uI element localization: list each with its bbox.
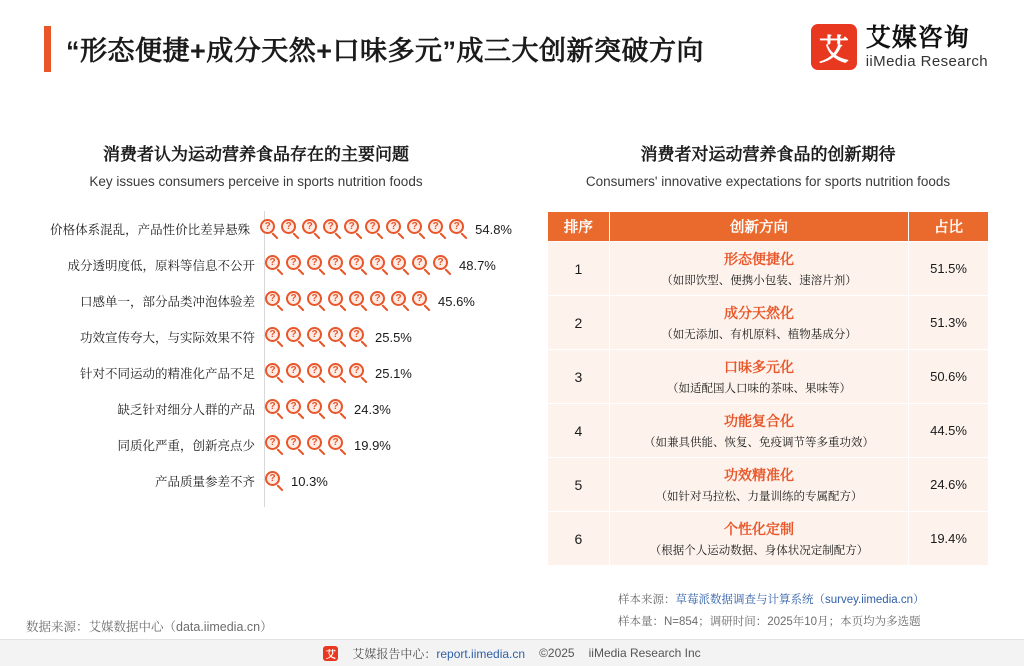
magnifier-question-icon: ? xyxy=(264,363,284,383)
sample-source-value: 草莓派数据调查与计算系统（survey.iimedia.cn） xyxy=(675,594,925,606)
logo-title-en: iiMedia Research xyxy=(865,52,988,70)
magnifier-question-icon: ? xyxy=(411,255,431,275)
magnifier-question-icon: ? xyxy=(306,399,326,419)
magnifier-question-icon: ? xyxy=(264,291,284,311)
bar-value-label: 24.3% xyxy=(354,401,391,417)
magnifier-question-icon: ? xyxy=(285,327,305,347)
sample-meta-line: 样本量：N=854；调研时间：2025年10月；本页均为多选题 xyxy=(618,615,921,628)
horizontal-bar-chart xyxy=(0,211,512,499)
bar-row xyxy=(10,391,512,427)
magnifier-question-icon: ? xyxy=(306,363,326,383)
table-header-row xyxy=(548,212,989,242)
bar-icon-group xyxy=(264,363,369,383)
bar-category-label: 价格体系混乱，产品性价比差异悬殊 xyxy=(50,223,251,237)
bar-value-label: 54.8% xyxy=(475,221,512,237)
bar-value-label: 45.6% xyxy=(438,293,475,309)
table-row xyxy=(548,296,989,350)
magnifier-question-icon: ? xyxy=(327,255,347,275)
table-row xyxy=(548,350,989,404)
cell-direction xyxy=(609,350,908,404)
table-row xyxy=(548,242,989,296)
direction-main-label: 功能复合化 xyxy=(723,413,794,429)
footer-bar xyxy=(0,639,1024,666)
innovation-expectations-table xyxy=(547,211,989,566)
magnifier-question-icon: ? xyxy=(369,255,389,275)
cell-percent: 50.6% xyxy=(909,350,989,404)
bar-icon-group xyxy=(264,291,432,311)
cell-rank: 5 xyxy=(548,458,610,512)
bar-row xyxy=(10,355,512,391)
magnifier-question-icon: ? xyxy=(327,363,347,383)
cell-rank: 6 xyxy=(548,512,610,566)
magnifier-question-icon: ? xyxy=(264,327,284,347)
footer-copyright: ©2025 xyxy=(539,646,575,660)
column-header-rank: 排序 xyxy=(548,212,610,242)
magnifier-question-icon: ? xyxy=(343,219,363,239)
footer-brand xyxy=(352,645,525,662)
direction-sub-label: （如针对马拉松、力量训练的专属配方） xyxy=(655,491,863,503)
bar-category-label: 针对不同运动的精准化产品不足 xyxy=(79,367,255,381)
direction-sub-label: （如即饮型、便携小包装、速溶片剂） xyxy=(661,275,857,287)
magnifier-question-icon: ? xyxy=(448,219,468,239)
bar-row xyxy=(10,319,512,355)
left-chart-panel xyxy=(0,140,512,499)
bar-row xyxy=(10,427,512,463)
bar-category-label: 功效宣传夸大，与实际效果不符 xyxy=(79,331,255,345)
magnifier-question-icon: ? xyxy=(369,291,389,311)
right-panel-title-cn: 消费者对运动营养食品的创新期待 xyxy=(640,145,896,164)
column-header-percent: 占比 xyxy=(909,212,989,242)
cell-rank: 1 xyxy=(548,242,610,296)
magnifier-question-icon: ? xyxy=(264,255,284,275)
direction-sub-label: （如适配国人口味的茶味、果味等） xyxy=(666,383,851,395)
magnifier-question-icon: ? xyxy=(327,291,347,311)
table-row xyxy=(548,404,989,458)
magnifier-question-icon: ? xyxy=(348,363,368,383)
magnifier-question-icon: ? xyxy=(285,363,305,383)
magnifier-question-icon: ? xyxy=(327,399,347,419)
bar-icon-group xyxy=(264,255,453,275)
magnifier-question-icon: ? xyxy=(390,291,410,311)
bar-icon-group xyxy=(264,327,369,347)
bar-category-label: 口感单一，部分品类冲泡体验差 xyxy=(79,295,255,309)
direction-sub-label: （如无添加、有机原料、植物基成分） xyxy=(661,329,857,341)
footer-brand-label: 艾媒报告中心： xyxy=(352,646,437,661)
magnifier-question-icon: ? xyxy=(406,219,426,239)
magnifier-question-icon: ? xyxy=(348,291,368,311)
direction-main-label: 形态便捷化 xyxy=(723,251,794,267)
footer-url[interactable]: report.iimedia.cn xyxy=(436,646,526,661)
direction-main-label: 个性化定制 xyxy=(723,521,794,537)
bar-value-label: 25.1% xyxy=(375,365,412,381)
bar-category-label: 产品质量参差不齐 xyxy=(154,475,255,489)
magnifier-question-icon: ? xyxy=(348,327,368,347)
magnifier-question-icon: ? xyxy=(306,255,326,275)
magnifier-question-icon: ? xyxy=(385,219,405,239)
magnifier-question-icon: ? xyxy=(348,255,368,275)
direction-sub-label: （如兼具供能、恢复、免疫调节等多重功效） xyxy=(643,437,874,449)
logo-title-cn: 艾媒咨询 xyxy=(865,23,970,52)
cell-direction xyxy=(609,512,908,566)
left-panel-title-cn: 消费者认为运动营养食品存在的主要问题 xyxy=(103,145,409,164)
bar-row xyxy=(10,463,512,499)
source-note-left: 数据来源：艾媒数据中心（data.iimedia.cn） xyxy=(26,620,273,634)
magnifier-question-icon: ? xyxy=(327,435,347,455)
direction-main-label: 口味多元化 xyxy=(723,359,794,375)
footer-company: iiMedia Research Inc xyxy=(588,646,701,660)
sample-source-label: 样本来源： xyxy=(618,594,676,606)
sample-source-line xyxy=(618,590,924,612)
page-header xyxy=(0,0,1024,96)
page-title: “形态便捷+成分天然+口味多元”成三大创新突破方向 xyxy=(66,36,705,66)
sample-note-right xyxy=(618,590,924,634)
cell-direction xyxy=(609,296,908,350)
bar-row xyxy=(10,211,512,247)
direction-main-label: 成分天然化 xyxy=(723,305,794,321)
magnifier-question-icon: ? xyxy=(285,255,305,275)
bar-icon-group xyxy=(264,399,348,419)
magnifier-question-icon: ? xyxy=(264,435,284,455)
column-header-direction: 创新方向 xyxy=(609,212,908,242)
title-accent-bar xyxy=(44,26,51,72)
cell-percent: 24.6% xyxy=(909,458,989,512)
magnifier-question-icon: ? xyxy=(364,219,384,239)
magnifier-question-icon: ? xyxy=(306,435,326,455)
magnifier-question-icon: ? xyxy=(427,219,447,239)
cell-percent: 19.4% xyxy=(909,512,989,566)
right-panel-title-en: Consumers' innovative expectations for sports nutrition foods xyxy=(585,174,951,189)
bar-row xyxy=(10,247,512,283)
magnifier-question-icon: ? xyxy=(322,219,342,239)
bar-icon-group xyxy=(264,435,348,455)
table-row xyxy=(548,512,989,566)
magnifier-question-icon: ? xyxy=(285,399,305,419)
cell-direction xyxy=(609,458,908,512)
bar-value-label: 48.7% xyxy=(459,257,496,273)
cell-rank: 4 xyxy=(548,404,610,458)
cell-percent: 51.3% xyxy=(909,296,989,350)
bar-value-label: 19.9% xyxy=(354,437,391,453)
magnifier-question-icon: ? xyxy=(306,327,326,347)
bar-icon-group xyxy=(264,471,285,491)
bar-value-label: 10.3% xyxy=(291,473,328,489)
logo-text xyxy=(866,25,988,70)
direction-sub-label: （根据个人运动数据、身体状况定制配方） xyxy=(649,545,869,557)
bar-value-label: 25.5% xyxy=(375,329,412,345)
cell-percent: 44.5% xyxy=(909,404,989,458)
magnifier-question-icon: ? xyxy=(264,471,284,491)
magnifier-question-icon: ? xyxy=(306,291,326,311)
right-table-panel xyxy=(512,140,1024,566)
cell-rank: 3 xyxy=(548,350,610,404)
magnifier-question-icon: ? xyxy=(280,219,300,239)
cell-direction xyxy=(609,404,908,458)
bar-category-label: 成分透明度低，原料等信息不公开 xyxy=(67,259,255,273)
left-panel-title-en: Key issues consumers perceive in sports nutrition foods xyxy=(89,174,423,189)
magnifier-question-icon: ? xyxy=(301,219,321,239)
logo-mark-icon: 艾 xyxy=(811,24,857,70)
magnifier-question-icon: ? xyxy=(411,291,431,311)
cell-percent: 51.5% xyxy=(909,242,989,296)
footer-logo-icon: 艾 xyxy=(323,646,338,661)
magnifier-question-icon: ? xyxy=(264,399,284,419)
magnifier-question-icon: ? xyxy=(327,327,347,347)
direction-main-label: 功效精准化 xyxy=(723,467,794,483)
magnifier-question-icon: ? xyxy=(285,435,305,455)
bar-category-label: 同质化严重，创新亮点少 xyxy=(117,439,255,453)
cell-direction xyxy=(609,242,908,296)
magnifier-question-icon: ? xyxy=(390,255,410,275)
magnifier-question-icon: ? xyxy=(259,219,279,239)
table-row xyxy=(548,458,989,512)
bar-row xyxy=(10,283,512,319)
brand-logo xyxy=(811,24,988,70)
bar-icon-group xyxy=(259,219,469,239)
magnifier-question-icon: ? xyxy=(432,255,452,275)
cell-rank: 2 xyxy=(548,296,610,350)
bar-category-label: 缺乏针对细分人群的产品 xyxy=(117,403,255,417)
magnifier-question-icon: ? xyxy=(285,291,305,311)
